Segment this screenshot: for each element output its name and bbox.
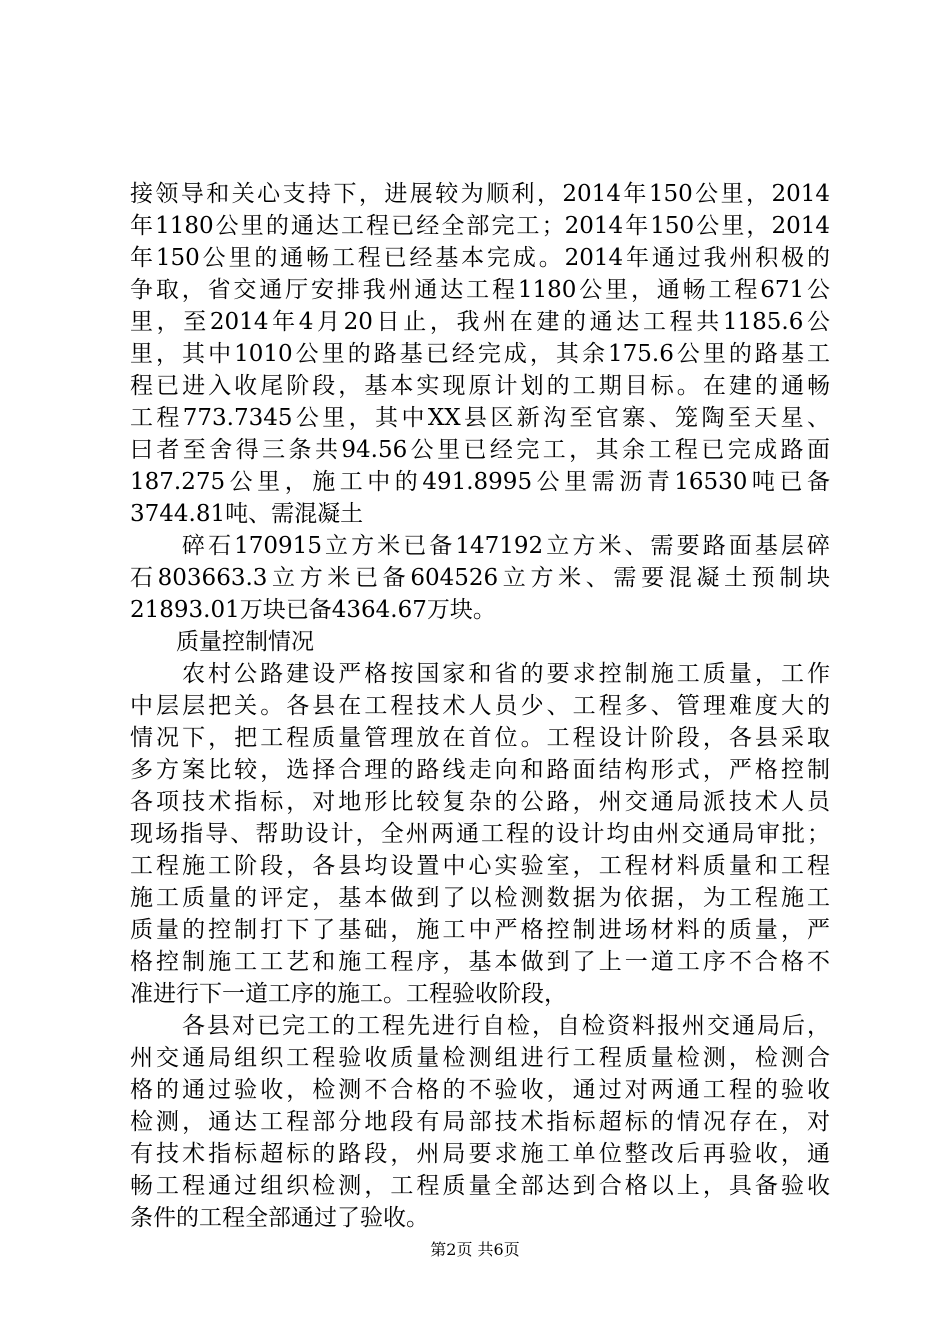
section-heading: 质量控制情况: [176, 629, 314, 655]
text-line: 格控制施工工艺和施工程序，基本做到了上一道工序不合格不: [130, 949, 830, 975]
text-line: 准进行下一道工序的施工。工程验收阶段，: [130, 981, 567, 1007]
text-line: 年1180公里的通达工程已经全部完工；2014年150公里，2014: [130, 213, 830, 239]
text-line: 3744.81吨、需混凝土: [130, 501, 364, 527]
text-line: 各项技术指标，对地形比较复杂的公路，州交通局派技术人员: [130, 789, 830, 815]
text-line: 接领导和关心支持下，进展较为顺利，2014年150公里，2014: [130, 181, 830, 207]
paragraph-start-line: 碎石170915立方米已备147192立方米、需要路面基层碎: [182, 533, 830, 559]
text-line: 年150公里的通畅工程已经基本完成。2014年通过我州积极的: [130, 245, 830, 271]
text-line: 施工质量的评定，基本做到了以检测数据为依据，为工程施工: [130, 885, 830, 911]
text-line: 格的通过验收，检测不合格的不验收，通过对两通工程的验收: [130, 1077, 830, 1103]
text-line: 条件的工程全部通过了验收。: [130, 1205, 429, 1231]
text-line: 畅工程通过组织检测，工程质量全部达到合格以上，具备验收: [130, 1173, 830, 1199]
text-line: 工程773.7345公里，其中XX县区新沟至官寨、笼陶至天星、: [130, 405, 830, 431]
paragraph-start-line: 各县对已完工的工程先进行自检，自检资料报州交通局后，: [182, 1013, 830, 1039]
document-body: [130, 178, 830, 1234]
text-line: 187.275公里，施工中的491.8995公里需沥青16530吨已备: [130, 469, 830, 495]
text-line: 曰者至舍得三条共94.56公里已经完工，其余工程已完成路面: [130, 437, 830, 463]
page-number-footer: 第2页 共6页: [430, 1240, 520, 1259]
text-line: 里，其中1010公里的路基已经完成，其余175.6公里的路基工: [130, 341, 830, 367]
text-line: 工程施工阶段，各县均设置中心实验室，工程材料质量和工程: [130, 853, 830, 879]
text-line: 中层层把关。各县在工程技术人员少、工程多、管理难度大的: [130, 693, 830, 719]
text-line: 争取，省交通厅安排我州通达工程1180公里，通畅工程671公: [130, 277, 830, 303]
text-line: 石803663.3立方米已备604526立方米、需要混凝土预制块: [130, 565, 830, 591]
text-line: 现场指导、帮助设计，全州两通工程的设计均由州交通局审批；: [130, 821, 830, 847]
text-line: 情况下，把工程质量管理放在首位。工程设计阶段，各县采取: [130, 725, 830, 751]
text-line: 有技术指标超标的路段，州局要求施工单位整改后再验收，通: [130, 1141, 830, 1167]
text-line: 州交通局组织工程验收质量检测组进行工程质量检测，检测合: [130, 1045, 830, 1071]
paragraph-start-line: 农村公路建设严格按国家和省的要求控制施工质量，工作: [182, 661, 830, 687]
text-line: 质量的控制打下了基础，施工中严格控制进场材料的质量，严: [130, 917, 830, 943]
text-line: 多方案比较，选择合理的路线走向和路面结构形式，严格控制: [130, 757, 830, 783]
text-line: 21893.01万块已备4364.67万块。: [130, 597, 496, 623]
text-line: 里，至2014年4月20日止，我州在建的通达工程共1185.6公: [130, 309, 830, 335]
text-line: 检测，通达工程部分地段有局部技术指标超标的情况存在，对: [130, 1109, 830, 1135]
text-line: 程已进入收尾阶段，基本实现原计划的工期目标。在建的通畅: [130, 373, 830, 399]
